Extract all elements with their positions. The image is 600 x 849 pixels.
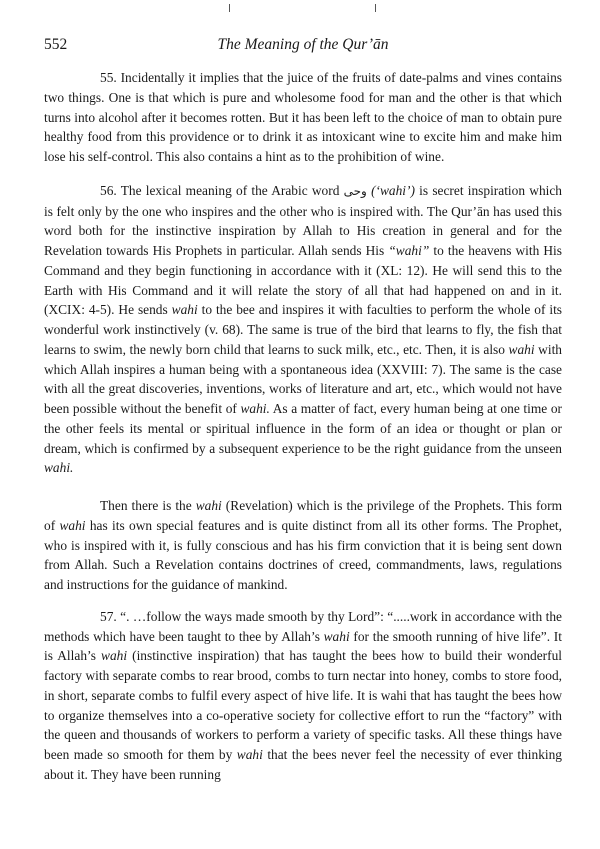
italic-term: wahi xyxy=(195,498,222,513)
revelation-text-1: Then there is the xyxy=(100,498,196,513)
note-57-text-3: (instinctive inspiration) that has taught the bees how to build their wonderful factory with separate combs to rear brood, combs to turn nectar into honey, combs to store food, in short, separate combs to fulfil every aspect of hive life. It is wahi that has taught the bees how to organize themselves into a co-operative society for collective effort to run the “factory” with the queen and thousands of workers to perform a variety of specific tasks. All these things have been made so smooth for them by xyxy=(44,648,562,762)
note-56-text-5: to the bee and inspires it with faculties to perform the whole of its wonderful work instinctively (v. 68). The same is true of the bird that learns to fly, the fish that learns to swim, the newly born child that learns to suck milk, etc., etc. Then, it is also xyxy=(44,302,562,357)
running-title: The Meaning of the Qur’ān xyxy=(217,36,389,53)
note-56-text-7: As a matter of fact, every human being at one time or the other feels its mental or spiritual influence in the form of an idea or thought or plan or dream, which is confirmed by a subsequent experience to be the right guidance from the unseen xyxy=(44,401,562,456)
paragraph-note-55: 55. Incidentally it implies that the juice of the fruits of date-palms and vines contains two things. One is that which is pure and wholesome food for man and the other is that which turns into alcohol after it becomes rotten. But it has been left to the choice of man to obtain pure healthy food from this providence or to drink it as intoxicant wine to excite him and make him lose his self-control. This also contains a hint as to the prohibition of wine. xyxy=(44,70,562,164)
italic-term: wahi. xyxy=(44,460,74,476)
revelation-text-2: (Revelation) which is the privilege of the Prophets. This form of xyxy=(44,498,562,533)
note-56-text-1: 56. The lexical meaning of the Arabic word xyxy=(100,182,344,198)
page-top-marks xyxy=(0,4,600,14)
top-mark-right xyxy=(375,4,376,12)
paragraph-revelation xyxy=(44,496,562,595)
italic-term: wahi xyxy=(236,747,263,762)
italic-term: wahi. xyxy=(240,401,270,416)
italic-term: wahi xyxy=(59,517,86,533)
italic-term: wahi xyxy=(323,628,350,644)
note-57-text-1: 57. “. …follow the ways made smooth by thy Lord”: “.....work in accordance with the methods which have been taught to thee by Allah’s xyxy=(44,608,562,644)
italic-term: “wahi” xyxy=(388,243,430,258)
page-body xyxy=(44,68,562,799)
page-header xyxy=(44,36,562,56)
page-number: 552 xyxy=(44,36,68,53)
paragraph-note-57 xyxy=(44,607,562,785)
note-56-text-4: to the heavens with His Command and they begin functioning in accordance with it (XL: 12). He will send this to the Earth with His Command and it will relate the story of all that had happened on and in it. (XCIX: 4-5). He sends xyxy=(44,243,562,318)
top-mark-left xyxy=(229,4,230,12)
italic-term: wahi xyxy=(171,302,198,318)
note-56-text-3: is secret inspiration which is felt only by the one who inspires and the other who is inspired with. The Qur’ān has used this word both for the instinctive inspiration by Allah to His creation in general and for the Revelation towards His Prophets in particular. Allah sends His xyxy=(44,182,562,258)
italic-term: wahi xyxy=(508,341,535,357)
paragraph-note-56 xyxy=(44,181,562,478)
revelation-text-3: has its own special features and is quite distinct from all its other forms. The Prophet, who is inspired with it, is fully conscious and has his firm conviction that it is being sent down from Allah. Such a Revelation contains doctrines of creed, commandments, laws, regulations and instructions for the guidance of mankind. xyxy=(44,517,562,592)
note-57-text-2: for the smooth running of hive life”. It is Allah’s xyxy=(44,628,562,664)
transliteration-wahi: (‘wahi’) xyxy=(371,182,415,198)
note-56-text-6: with which Allah inspires a human being with a spontaneous idea (XXVIII: 7). The same is the case with all the great discoveries, inventions, works of literature and art, etc., which would not have been possible without the benefit of xyxy=(44,341,562,416)
italic-term: wahi xyxy=(101,648,128,664)
note-57-text-4: that the bees never feel the necessity of ever thinking about it. They have been running xyxy=(44,747,563,782)
arabic-word-wahi: وحى xyxy=(343,183,367,198)
